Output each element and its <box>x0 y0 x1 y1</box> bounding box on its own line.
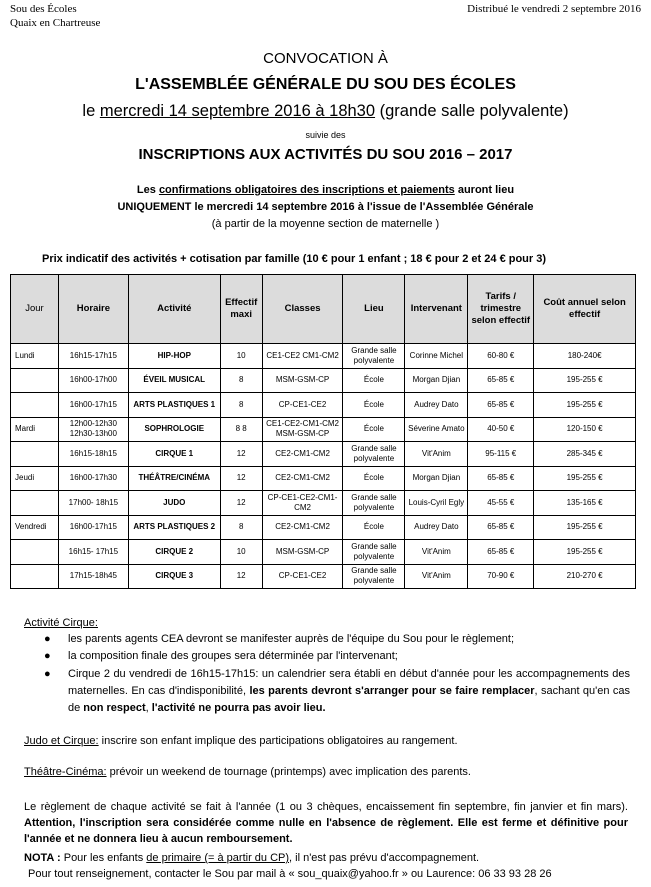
cell-classes: MSM-GSM-CP <box>262 540 343 565</box>
cell-activite: CIRQUE 3 <box>128 564 220 589</box>
cirque-heading: Activité Cirque: <box>24 617 98 629</box>
contact-line: Pour tout renseignement, contacter le Sou par mail à « sou_quaix@yahoo.fr » ou Laurence: 06 33 93 28 26 <box>28 868 552 880</box>
table-row <box>11 442 636 467</box>
cell-tarifs: 60-80 € <box>468 344 534 369</box>
conf-underlined: confirmations obligatoires des inscriptions et paiements <box>158 184 455 196</box>
cell-tarifs: 65-85 € <box>468 466 534 491</box>
prix-indicatif: Prix indicatif des activités + cotisation par famille (10 € pour 1 enfant ; 18 € pour 2 et 24 € pour 3) <box>42 253 547 265</box>
theatre-note <box>24 765 471 779</box>
table-row <box>11 368 636 393</box>
cell-intervenant: Audrey Dato <box>405 515 468 540</box>
cell-lieu: École <box>343 368 405 393</box>
activities-table <box>10 274 636 589</box>
cell-jour <box>11 491 59 516</box>
cell-tarifs: 70-90 € <box>468 564 534 589</box>
table-row <box>11 393 636 418</box>
cell-activite: SOPHROLOGIE <box>128 417 220 442</box>
cell-lieu: École <box>343 466 405 491</box>
date-underlined: mercredi 14 septembre 2016 à 18h30 <box>99 102 376 120</box>
cirque-bullet-3e: , <box>145 702 152 714</box>
judo-label: Judo et Cirque: <box>24 735 99 747</box>
cell-horaire: 16h00-17h30 <box>58 466 128 491</box>
cell-jour <box>11 442 59 467</box>
cell-intervenant: Corinne Michel <box>405 344 468 369</box>
cell-horaire: 16h00-17h15 <box>58 393 128 418</box>
cell-effectif: 12 <box>220 564 262 589</box>
judo-note <box>24 734 458 748</box>
cirque-section <box>22 616 630 717</box>
cell-effectif: 8 <box>220 515 262 540</box>
cell-horaire: 17h00- 18h15 <box>58 491 128 516</box>
distribution-date: Distribué le vendredi 2 septembre 2016 <box>467 3 641 15</box>
cell-tarifs: 65-85 € <box>468 540 534 565</box>
header-jour: Jour <box>11 275 59 344</box>
cirque-bullet-1: les parents agents CEA devront se manifester auprès de l'équipe du Sou pour le règlement; <box>68 633 515 645</box>
judo-text: inscrire son enfant implique des participations obligatoires au rangement. <box>98 735 458 747</box>
cell-classes: CE2-CM1-CM2 <box>262 442 343 467</box>
cell-horaire: 16h15-17h15 <box>58 344 128 369</box>
header-horaire: Horaire <box>58 275 128 344</box>
cell-cout: 195-255 € <box>534 393 636 418</box>
table-body <box>11 344 636 589</box>
cell-cout: 195-255 € <box>534 515 636 540</box>
cell-cout: 210-270 € <box>534 564 636 589</box>
cirque-bullet-3f: l'activité ne pourra pas avoir lieu. <box>151 702 326 714</box>
date-suffix: (grande salle polyvalente) <box>375 102 569 120</box>
cell-jour: Jeudi <box>11 466 59 491</box>
cell-tarifs: 40-50 € <box>468 417 534 442</box>
cell-horaire: 16h15- 17h15 <box>58 540 128 565</box>
cell-tarifs: 45-55 € <box>468 491 534 516</box>
cell-tarifs: 65-85 € <box>468 393 534 418</box>
cell-classes: CP-CE1-CE2-CM1-CM2 <box>262 491 343 516</box>
cirque-bullet-2: la composition finale des groupes sera déterminée par l'intervenant; <box>68 650 398 662</box>
nota-line <box>24 851 628 865</box>
cell-classes: CE1-CE2-CM1-CM2 MSM-GSM-CP <box>262 417 343 442</box>
cell-effectif: 8 <box>220 368 262 393</box>
table-row <box>11 491 636 516</box>
cell-jour: Lundi <box>11 344 59 369</box>
cell-cout: 195-255 € <box>534 368 636 393</box>
cell-activite: ÉVEIL MUSICAL <box>128 368 220 393</box>
cell-lieu: École <box>343 515 405 540</box>
conf-post: auront lieu <box>454 184 515 196</box>
cell-horaire: 16h00-17h15 <box>58 515 128 540</box>
table-row <box>11 417 636 442</box>
cirque-bullet-3d: non respect <box>83 702 146 714</box>
cell-effectif: 8 8 <box>220 417 262 442</box>
cell-intervenant: Vit'Anim <box>405 540 468 565</box>
header-lieu: Lieu <box>343 275 405 344</box>
org-line1: Sou des Écoles <box>10 3 77 15</box>
cell-activite: JUDO <box>128 491 220 516</box>
header-activite: Activité <box>128 275 220 344</box>
cell-lieu: École <box>343 417 405 442</box>
table-row <box>11 540 636 565</box>
cirque-bullet-3b: les parents devront s'arranger pour se faire remplacer <box>249 685 535 697</box>
title-inscriptions: INSCRIPTIONS AUX ACTIVITÉS DU SOU 2016 – 2017 <box>138 146 513 163</box>
confirmation-line3: (à partir de la moyenne section de maternelle ) <box>211 218 440 230</box>
cell-lieu: Grande salle polyvalente <box>343 344 405 369</box>
table-row <box>11 515 636 540</box>
reglement-paragraph <box>24 799 628 847</box>
list-item <box>22 666 630 717</box>
cell-classes: CE2-CM1-CM2 <box>262 466 343 491</box>
cell-lieu: Grande salle polyvalente <box>343 564 405 589</box>
cell-activite: CIRQUE 2 <box>128 540 220 565</box>
cell-horaire: 16h15-18h15 <box>58 442 128 467</box>
cell-cout: 195-255 € <box>534 466 636 491</box>
cell-effectif: 10 <box>220 540 262 565</box>
cell-activite: THÉÂTRE/CINÉMA <box>128 466 220 491</box>
cell-classes: CE1-CE2 CM1-CM2 <box>262 344 343 369</box>
nota-underlined: de primaire (= à partir du CP) <box>146 852 290 864</box>
confirmation-line2: UNIQUEMENT le mercredi 14 septembre 2016 à l'issue de l'Assemblée Générale <box>117 201 534 213</box>
cell-tarifs: 95-115 € <box>468 442 534 467</box>
title-suivie: suivie des <box>305 130 346 140</box>
cell-intervenant: Louis-Cyril Egly <box>405 491 468 516</box>
header-classes: Classes <box>262 275 343 344</box>
nota-label: NOTA : <box>24 852 61 864</box>
cell-lieu: École <box>343 393 405 418</box>
cell-horaire: 16h00-17h00 <box>58 368 128 393</box>
cell-lieu: Grande salle polyvalente <box>343 491 405 516</box>
cell-tarifs: 65-85 € <box>468 368 534 393</box>
bullet-icon: ● <box>44 668 51 680</box>
title-assemblee: L'ASSEMBLÉE GÉNÉRALE DU SOU DES ÉCOLES <box>135 76 516 93</box>
cell-cout: 135-165 € <box>534 491 636 516</box>
cell-tarifs: 65-85 € <box>468 515 534 540</box>
cell-jour: Mardi <box>11 417 59 442</box>
cell-horaire: 17h15-18h45 <box>58 564 128 589</box>
date-prefix: le <box>82 102 100 120</box>
cell-intervenant: Vit'Anim <box>405 564 468 589</box>
cirque-bullet-3c: , sachant qu'en cas de <box>68 685 631 714</box>
cell-effectif: 12 <box>220 491 262 516</box>
header-cout: Coût annuel selon effectif <box>534 275 636 344</box>
cell-classes: CE2-CM1-CM2 <box>262 515 343 540</box>
cell-activite: HIP-HOP <box>128 344 220 369</box>
list-item <box>22 632 630 646</box>
title-convocation: CONVOCATION À <box>263 50 388 67</box>
cell-activite: ARTS PLASTIQUES 1 <box>128 393 220 418</box>
cell-cout: 195-255 € <box>534 540 636 565</box>
conf-pre: Les <box>136 184 159 196</box>
reglement-warning: Attention, l'inscription sera considérée comme nulle en l'absence de règlement. Elle est ferme et définitive pour l'année et ne donnera lieu à aucun remboursement. <box>24 817 628 845</box>
cell-intervenant: Vit'Anim <box>405 442 468 467</box>
org-line2: Quaix en Chartreuse <box>10 17 101 29</box>
cell-effectif: 12 <box>220 466 262 491</box>
header-tarifs: Tarifs / trimestre selon effectif <box>468 275 534 344</box>
cell-cout: 285-345 € <box>534 442 636 467</box>
cell-jour <box>11 368 59 393</box>
theatre-label: Théâtre-Cinéma: <box>24 766 107 778</box>
header-intervenant: Intervenant <box>405 275 468 344</box>
table-row <box>11 466 636 491</box>
cell-effectif: 12 <box>220 442 262 467</box>
theatre-text: prévoir un weekend de tournage (printemps) avec implication des parents. <box>106 766 471 778</box>
confirmation-line1 <box>0 183 651 197</box>
cell-activite: CIRQUE 1 <box>128 442 220 467</box>
cell-cout: 120-150 € <box>534 417 636 442</box>
cell-classes: MSM-GSM-CP <box>262 368 343 393</box>
table-header-row <box>11 275 636 344</box>
table-row <box>11 344 636 369</box>
cell-effectif: 10 <box>220 344 262 369</box>
cell-jour <box>11 540 59 565</box>
cell-jour: Vendredi <box>11 515 59 540</box>
cell-jour <box>11 393 59 418</box>
cell-intervenant: Morgan Djian <box>405 368 468 393</box>
org-name <box>10 2 100 30</box>
nota-text-b: , il n'est pas prévu d'accompagnement. <box>289 852 480 864</box>
bullet-icon: ● <box>44 650 51 662</box>
header-effectif: Effectif maxi <box>220 275 262 344</box>
cell-horaire: 12h00-12h30 12h30-13h00 <box>58 417 128 442</box>
title-date-line <box>0 102 651 121</box>
cell-cout: 180-240€ <box>534 344 636 369</box>
cell-intervenant: Séverine Amato <box>405 417 468 442</box>
cell-classes: CP-CE1-CE2 <box>262 564 343 589</box>
cell-intervenant: Morgan Djian <box>405 466 468 491</box>
reglement-text: Le règlement de chaque activité se fait à l'année (1 ou 3 chèques, encaissement fin septembre, fin janvier et fin mars). <box>24 801 628 813</box>
bullet-icon: ● <box>44 633 51 645</box>
cell-intervenant: Audrey Dato <box>405 393 468 418</box>
cell-lieu: Grande salle polyvalente <box>343 442 405 467</box>
cell-jour <box>11 564 59 589</box>
cell-classes: CP-CE1-CE2 <box>262 393 343 418</box>
cell-lieu: Grande salle polyvalente <box>343 540 405 565</box>
nota-text-a: Pour les enfants <box>60 852 147 864</box>
cell-effectif: 8 <box>220 393 262 418</box>
cirque-bullet-3a: Cirque 2 du vendredi de 16h15-17h15: un calendrier sera établi en début d'année pour les accompagnements des maternelles. En cas d'indisponibilité, <box>68 668 630 697</box>
table-row <box>11 564 636 589</box>
cirque-list <box>22 632 630 717</box>
cell-activite: ARTS PLASTIQUES 2 <box>128 515 220 540</box>
list-item <box>22 649 630 663</box>
